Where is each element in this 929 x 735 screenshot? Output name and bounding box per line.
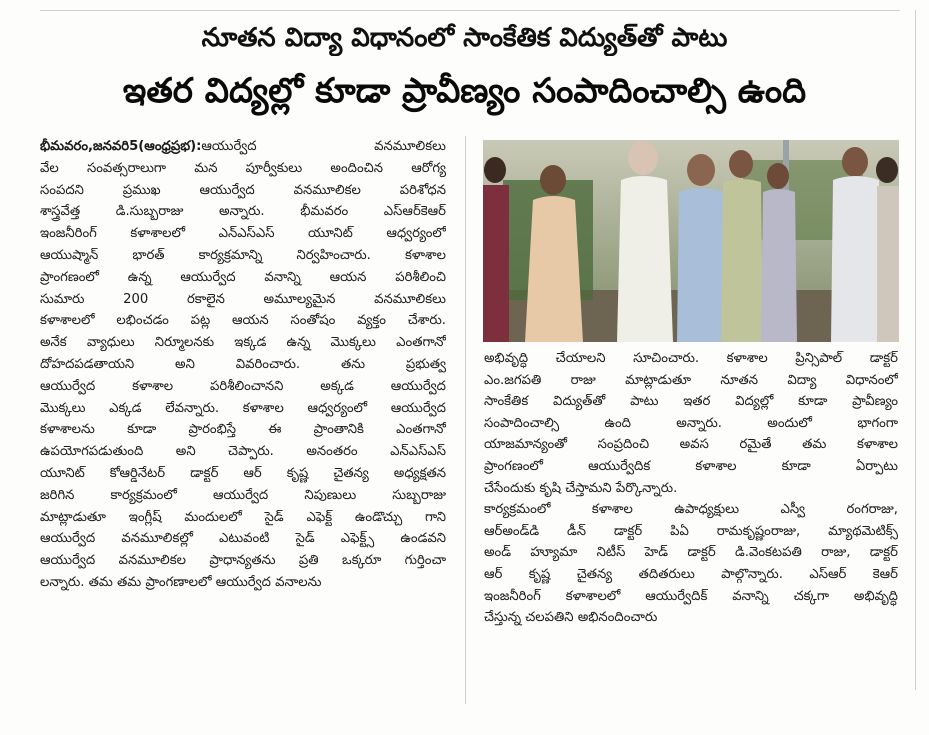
article-line: ఆర్అండ్‌డి డీన్ డాక్టర్ పిఏ రామకృష్ణంరాజు, మ్యాథమెటిక్స్	[484, 523, 898, 539]
article-line: ఆయుర్వేద వనమూలికల ప్రాధాన్యతను ప్రతి ఒక్కరూ గుర్తించా	[40, 553, 446, 569]
article-line: కార్యక్రమంలో కళాశాల ఉపాధ్యక్షులు ఎస్వీ రంగరాజు,	[484, 502, 898, 518]
article-right-column	[484, 348, 898, 629]
article-line: ఆయుర్వేద వనమూలికల్లో ఎటువంటి సైడ్ ఎఫెక్ట్స్ ఉండవని	[40, 531, 446, 547]
article-line: ఉపయోగపడుతుంది అని చెప్పారు. అనంతరం ఎన్ఎస్ఎస్	[40, 444, 446, 460]
article-line: జరిగిన కార్యక్రమంలో ఆయుర్వేద నిపుణులు సుబ్బరాజు	[40, 487, 446, 503]
article-line: ప్రాంగణంలో ఉన్న ఆయుర్వేద వనాన్ని ఆయన పరిశీలించి	[40, 269, 446, 285]
article-line: సంపదని ప్రముఖ ఆయుర్వేద వనమూలికల పరిశోధన	[40, 182, 446, 198]
column-divider	[465, 136, 466, 704]
article-line: ఎం.జగపతి రాజు మాట్లాడుతూ నూతన విద్యా విధానంలో	[484, 372, 898, 388]
article-line: అభివృద్ధి చేయాలని సూచించారు. కళాశాల ప్రిన్సిపాల్ డాక్టర్	[484, 351, 898, 366]
article-line: ఆర్ కృష్ణ చైతన్య తదితరులు పాల్గొన్నారు. ఎస్ఆర్ కెఆర్	[484, 566, 898, 582]
article-line: ఆయుష్మాన్ భారత్ కార్యక్రమాన్ని నిర్వహించారు. కళాశాల	[40, 247, 446, 263]
article-line: సాంకేతిక విద్యుత్‌తో పాటు ఇతర విద్యల్లో కూడా ప్రావీణ్యం	[484, 394, 898, 410]
article-line: యూనిట్ కోఆర్డినేటర్ డాక్టర్ ఆర్ కృష్ణ చైతన్య అధ్యక్షతన	[40, 465, 446, 481]
article-left-column	[40, 136, 446, 594]
news-photo	[483, 140, 899, 342]
article-line: వేల సంవత్సరాలుగా మన పూర్వీకులు అందించిన ఆరోగ్య	[40, 160, 446, 176]
article-line-text: ఆయుర్వేద వనమూలికలు	[201, 139, 446, 154]
article-line: ఇంజనీరింగ్ కళాశాలలో ఎన్ఎస్ఎస్ యూనిట్ ఆధ్వర్యంలో	[40, 226, 446, 242]
article-line: మాట్లాడుతూ ఇంగ్లీష్ మందులలో సైడ్ ఎఫెక్ట్ ఉండొచ్చు గాని	[40, 509, 446, 525]
article-line: కళాశాలను కూడా ప్రారంభిస్తే ఈ ప్రాంతానికి ఎంతగానో	[40, 422, 446, 438]
article-line	[40, 136, 446, 158]
article-line: సంపాదించాల్సి ఉంది అన్నారు. అందులో భాగంగా	[484, 415, 898, 431]
news-photo-people-icon	[483, 140, 899, 342]
article-line: మొక్కలు ఎక్కడ లేవన్నారు. కళాశాల ఆధ్వర్యంలో ఆయుర్వేద	[40, 400, 446, 416]
article-line: శాస్త్రవేత్త డి.సుబ్బరాజు అన్నారు. భీమవరం ఎస్ఆర్‌కెఆర్	[40, 204, 446, 220]
article-line: ప్రాంగణంలో ఆయుర్వేదిక కళాశాల కూడా ఏర్పాటు	[484, 458, 898, 474]
article-line: కళాశాలలో లభించడం పట్ల ఆయన సంతోషం వ్యక్తం చేశారు.	[40, 313, 446, 329]
article-line: సుమారు 200 రకాలైన అమూల్యమైన వనమూలికలు	[40, 291, 446, 307]
article-line: అండ్ హ్యూమా నిటీస్ హెడ్ డాక్టర్ డి.వెంకటపతి రాజు, డాక్టర్	[484, 545, 898, 561]
article-line: ఇంజనీరింగ్ కళాశాలలో ఆయుర్వేదిక్ వనాన్ని చక్కగా అభివృద్ధి	[484, 588, 898, 604]
top-rule	[40, 10, 900, 11]
article-line: అనేక వ్యాధులు నిర్మూలనకు ఇక్కడ ఉన్న మొక్కలు ఎంతగానో	[40, 335, 446, 351]
article-line: యాజమాన్యంతో సంప్రదించి అవస రమైతే తమ కళాశాల	[484, 437, 898, 453]
headline-line-1: నూతన విద్యా విధానంలో సాంకేతిక విద్యుత్‌తో పాటు	[201, 23, 728, 53]
article-line: చేసేందుకు కృషి చేస్తామని పేర్కొన్నారు.	[484, 480, 678, 496]
headline-line-2: ఇతర విద్యల్లో కూడా ప్రావీణ్యం సంపాదించాల్సి ఉంది	[122, 71, 807, 111]
article-line: లన్నారు. తమ తమ ప్రాంగణాలలో ఆయుర్వేద వనాలను	[40, 574, 322, 590]
dateline: భీమవరం,జనవరి5(ఆంధ్రప్రభ):	[40, 139, 202, 154]
article-line: చేస్తున్న చలపతిని అభినందించారు	[484, 610, 658, 626]
article-line: దోహదపడతాయని అని వివరించారు. తను ప్రభుత్వ	[40, 356, 446, 372]
article-line: ఆయుర్వేద కళాశాల పరిశీలించానని అక్కడ ఆయుర్వేద	[40, 378, 446, 394]
